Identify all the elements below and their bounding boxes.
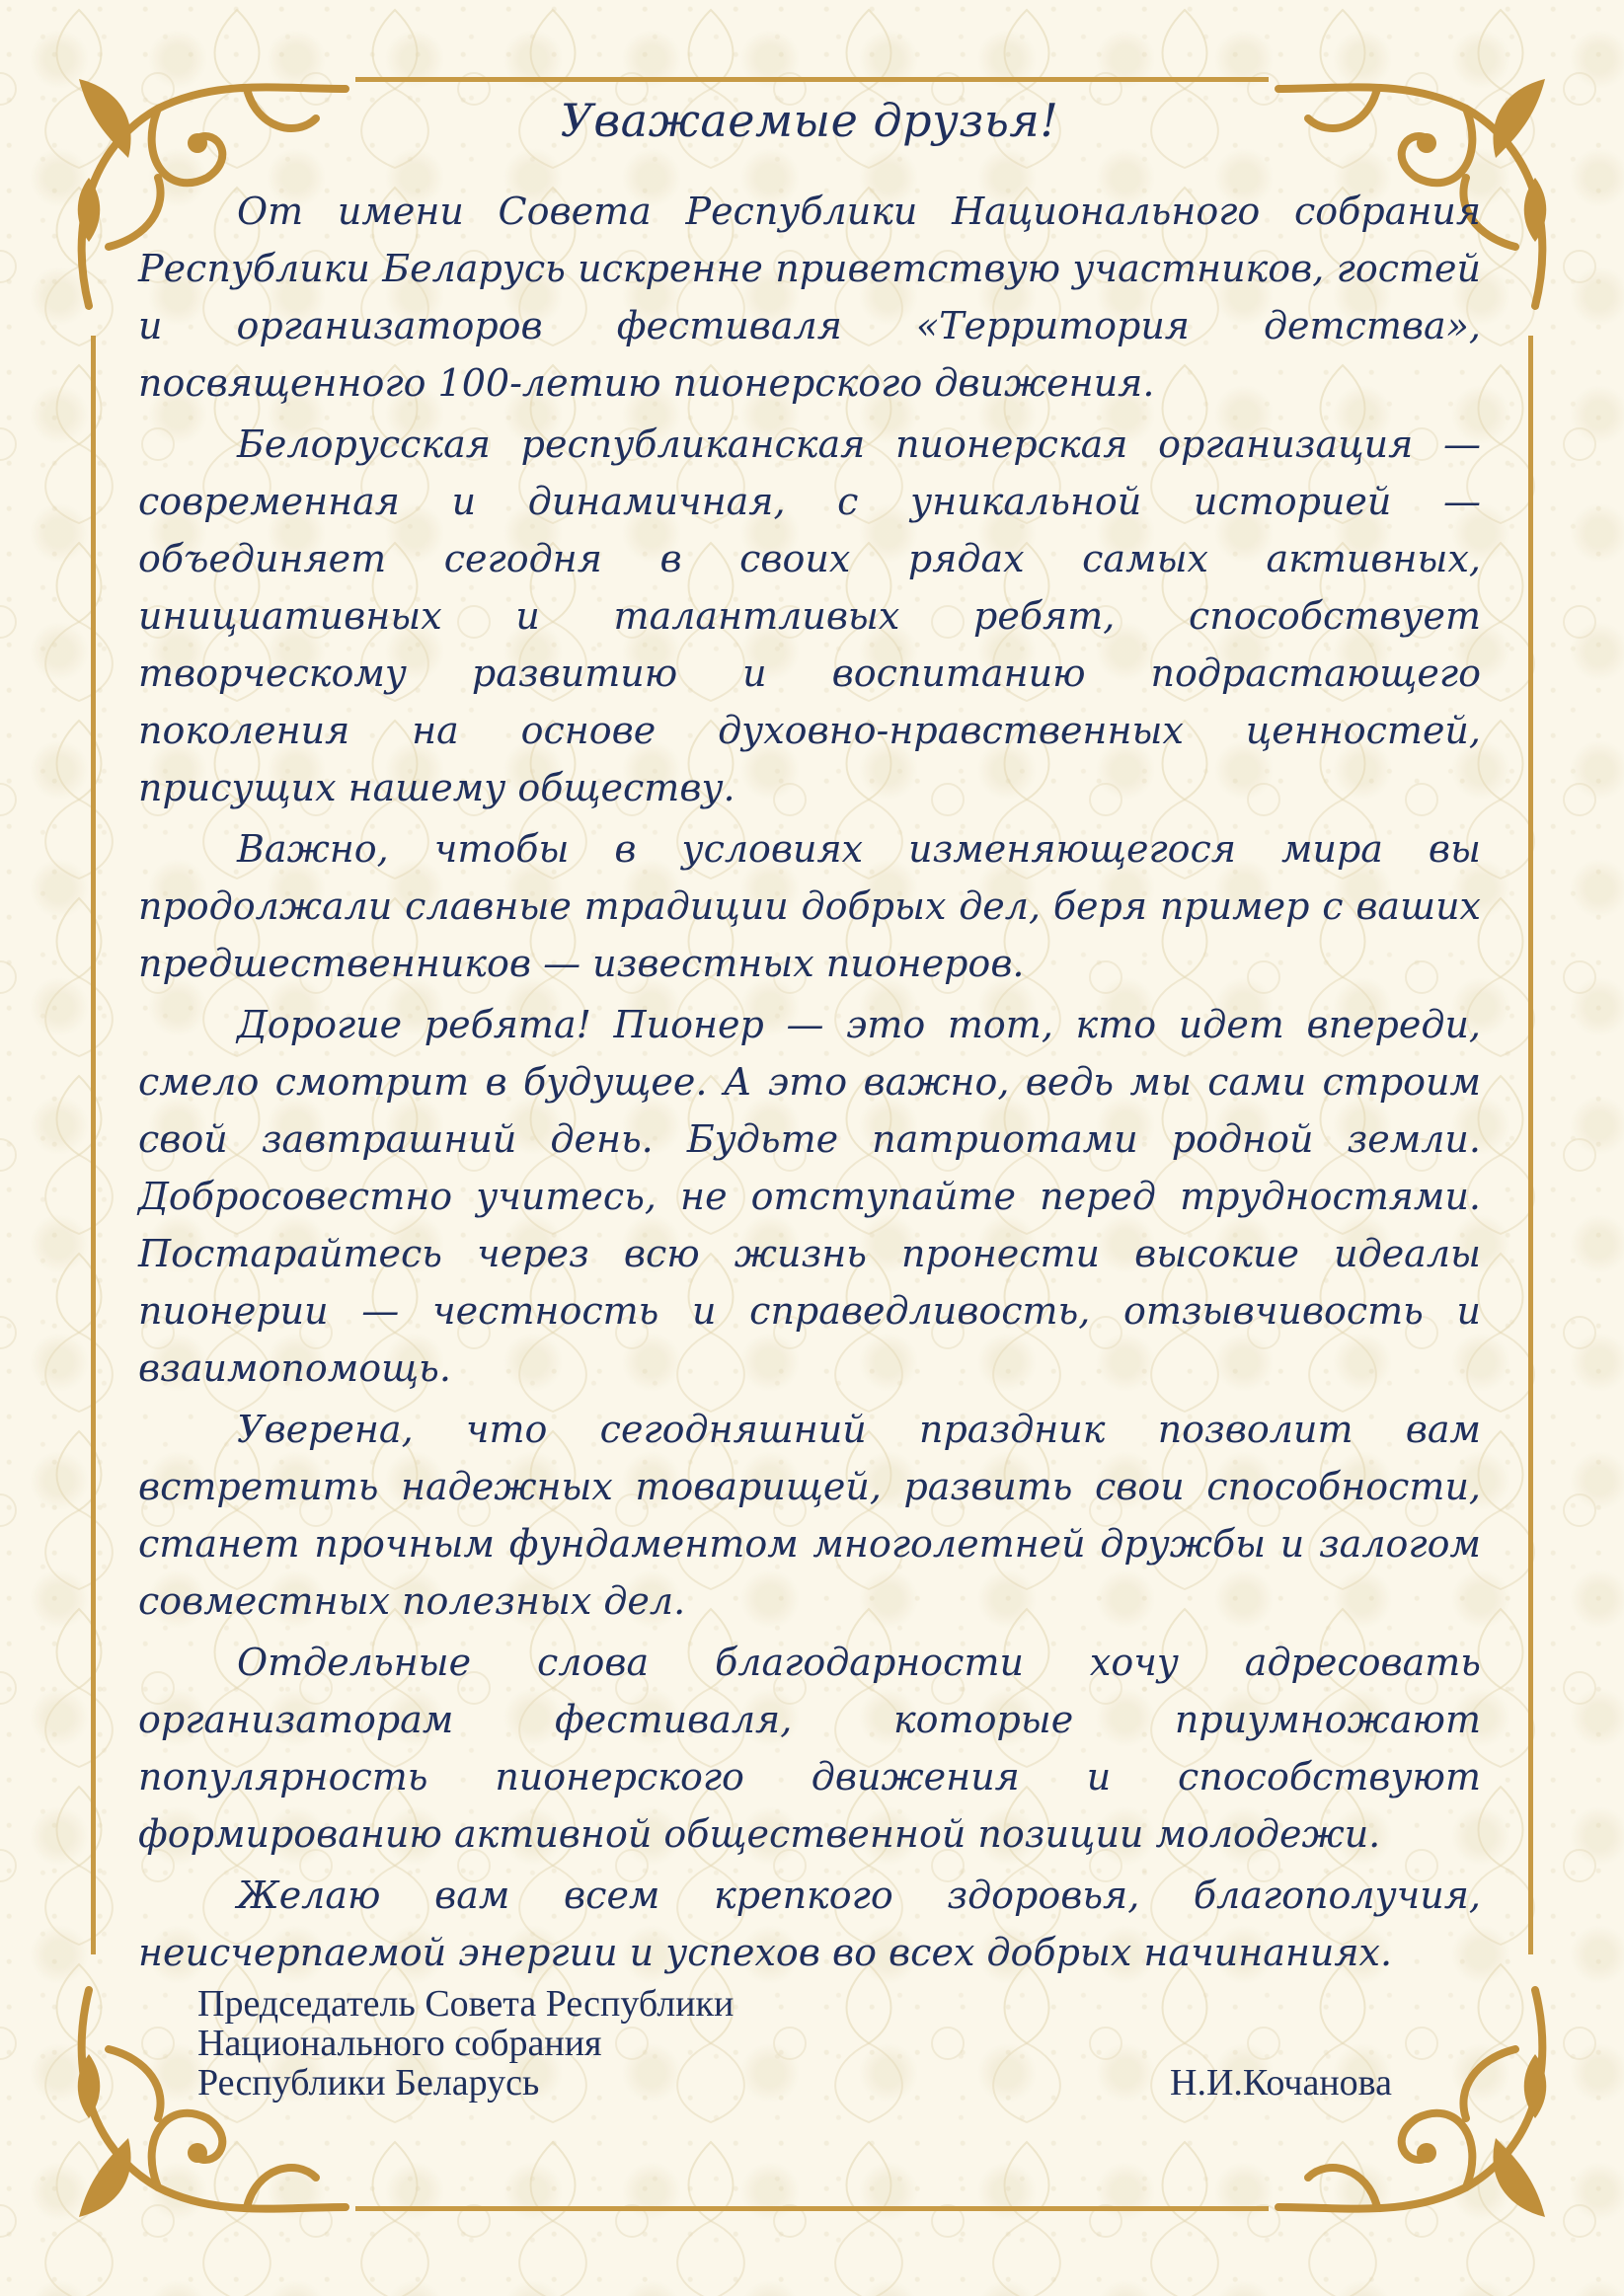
paragraph-greeting: От имени Совета Республики Национального собрания Республики Беларусь искренне приветствую участников, гостей и организаторов фестиваля «Территория детства», посвященного 100-летию пионерского движения. [138, 190, 1481, 405]
frame-right-line [1528, 336, 1533, 1954]
signature-block [197, 1984, 1392, 2103]
frame-left-line [91, 336, 96, 1954]
letter-body [138, 94, 1481, 1985]
paragraph-gratitude: Отдельные слова благодарности хочу адресовать организаторам фестиваля, которые приумножают популярность пионерского движения и способствуют формированию активной общественной позиции молодежи. [138, 1641, 1481, 1856]
paragraph-wishes: Желаю вам всем крепкого здоровья, благополучия, неисчерпаемой энергии и успехов во всех добрых начинаниях. [138, 1874, 1481, 1974]
frame-bottom-line [355, 2206, 1269, 2211]
paragraph-organization: Белорусская республиканская пионерская организация — современная и динамичная, с уникальной историей — объединяет сегодня в своих рядах самых активных, инициативных и талантливых ребят, способствует творческому развитию и воспитанию подрастающего поколения на основе духовно-нравственных ценностей, присущих нашему обществу. [138, 422, 1481, 809]
signature-title-line-3: Республики Беларусь [197, 2062, 540, 2104]
signature-title-line-2: Национального собрания [197, 2023, 602, 2064]
signature-title-line-1: Председатель Совета Республики [197, 1983, 735, 2025]
frame-top-line [355, 77, 1269, 82]
letter-heading: Уважаемые друзья! [560, 94, 1059, 147]
signatory-name: Н.И.Кочанова [1170, 2062, 1392, 2104]
paragraph-traditions: Важно, чтобы в условиях изменяющегося мира вы продолжали славные традиции добрых дел, беря пример с ваших предшественников — известных пионеров. [138, 827, 1481, 985]
paragraph-dear-children: Дорогие ребята! Пионер — это тот, кто идет впереди, смело смотрит в будущее. А это важно, ведь мы сами строим свой завтрашний день. Будьте патриотами родной земли. Добросовестно учитесь, не отступайте перед трудностями. Постарайтесь через всю жизнь пронести высокие идеалы пионерии — честность и справедливость, отзывчивость и взаимопомощь. [138, 1003, 1481, 1390]
paragraph-festival: Уверена, что сегодняшний праздник позволит вам встретить надежных товарищей, развить свои способности, станет прочным фундаментом многолетней дружбы и залогом совместных полезных дел. [138, 1408, 1481, 1623]
